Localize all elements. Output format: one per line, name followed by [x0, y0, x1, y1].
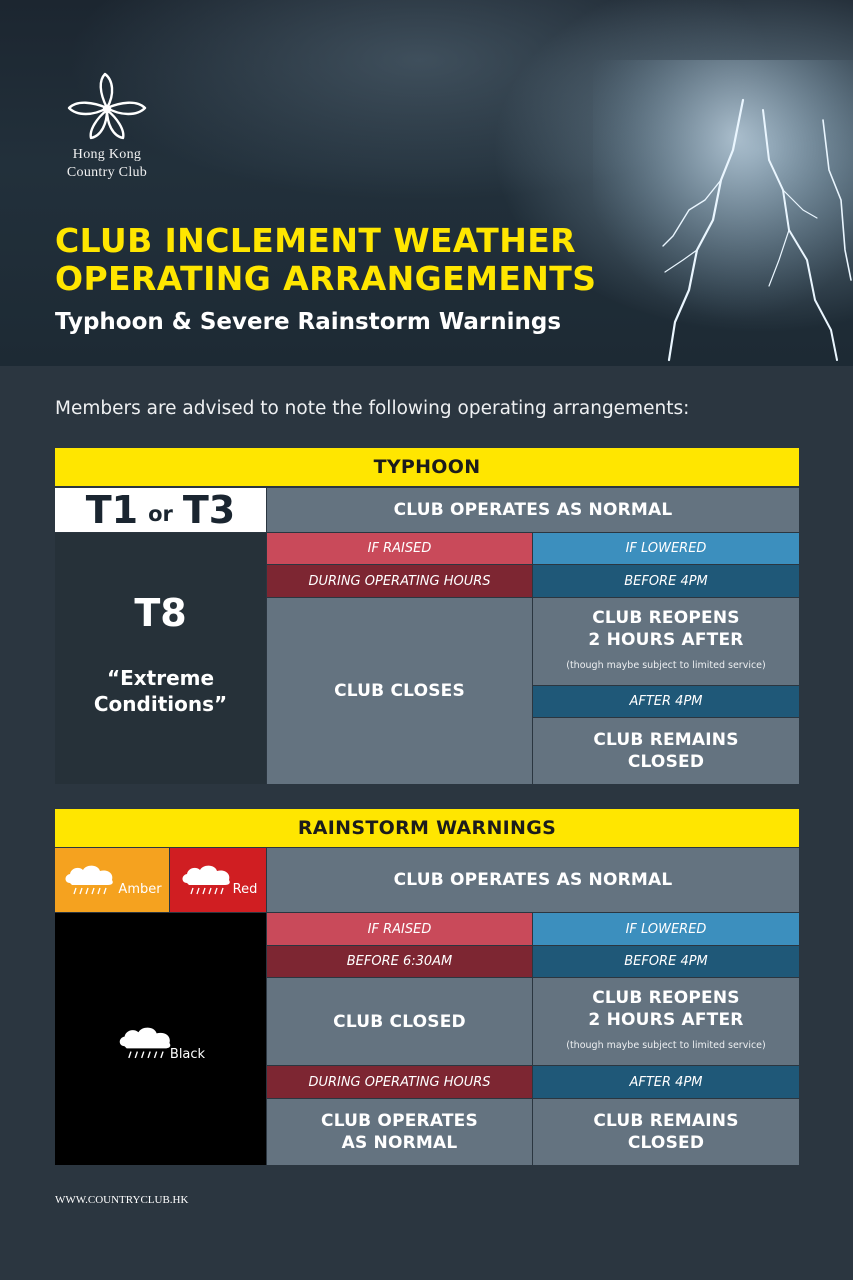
t8-label: [55, 533, 266, 784]
amber-red-status: CLUB OPERATES AS NORMAL: [267, 848, 799, 912]
t3-signal: T3: [182, 488, 236, 532]
red-label: Red: [232, 882, 258, 897]
t8-signal: T8: [134, 590, 187, 635]
t8-desc-line1: “Extreme: [106, 665, 215, 690]
rain-after-4pm: AFTER 4PM: [533, 1066, 799, 1098]
rain-reopens-line1: CLUB REOPENS: [592, 987, 740, 1008]
brand-name-line2: Country Club: [66, 165, 148, 180]
brand-name-line1: Hong Kong: [72, 147, 142, 162]
typhoon-during-hours: DURING OPERATING HOURS: [267, 565, 532, 597]
black-warning: [55, 913, 266, 1165]
typhoon-heading: TYPHOON: [55, 448, 799, 486]
or-label: or: [148, 502, 173, 526]
t1-signal: T1: [85, 488, 139, 532]
title-line2: OPERATING ARRANGEMENTS: [55, 259, 597, 298]
typhoon-after-4pm: AFTER 4PM: [533, 686, 799, 717]
t8-desc-line2: Conditions”: [93, 691, 228, 716]
rain-before-630am: BEFORE 6:30AM: [267, 946, 532, 977]
t8-description: [94, 665, 227, 717]
rain-if-lowered: IF LOWERED: [533, 913, 799, 945]
rain-club-operates-normal: [267, 1099, 532, 1165]
rain-reopens-note: (though maybe subject to limited service): [566, 1039, 766, 1051]
reopens-line2: 2 HOURS AFTER: [588, 629, 744, 650]
rain-if-raised: IF RAISED: [267, 913, 532, 945]
amber-warning: [55, 848, 169, 912]
title-line1: CLUB INCLEMENT WEATHER: [55, 221, 576, 260]
rain-club-reopens: [533, 978, 799, 1065]
t1-t3-label: [55, 488, 266, 532]
typhoon-club-reopens: [533, 598, 799, 685]
rain-reopens-line2: 2 HOURS AFTER: [588, 1009, 744, 1030]
typhoon-before-4pm: BEFORE 4PM: [533, 565, 799, 597]
operates-line1: CLUB OPERATES: [321, 1111, 478, 1131]
intro-text: Members are advised to note the following operating arrangements:: [55, 398, 690, 419]
reopens-line1: CLUB REOPENS: [592, 607, 740, 628]
amber-label: Amber: [118, 882, 162, 897]
rain-cloud-icon: [116, 1024, 178, 1062]
rain-club-closed: CLUB CLOSED: [267, 978, 532, 1065]
rain-before-4pm: BEFORE 4PM: [533, 946, 799, 977]
black-label: Black: [169, 1047, 206, 1062]
typhoon-if-raised: IF RAISED: [267, 533, 532, 564]
orchid-logo-icon: [59, 72, 155, 142]
rain-remains-line1: CLUB REMAINS: [593, 1111, 739, 1131]
typhoon-club-remains-closed: [533, 718, 799, 784]
club-logo: [52, 72, 162, 182]
remains-line1: CLUB REMAINS: [593, 730, 739, 750]
header-banner: [0, 0, 853, 366]
rain-cloud-icon: [179, 863, 237, 897]
operates-line2: AS NORMAL: [341, 1133, 458, 1153]
typhoon-if-lowered: IF LOWERED: [533, 533, 799, 564]
page-subtitle: Typhoon & Severe Rainstorm Warnings: [55, 309, 562, 335]
remains-line2: CLOSED: [627, 752, 705, 772]
rain-cloud-icon: [62, 863, 120, 897]
footer-url[interactable]: WWW.COUNTRYCLUB.HK: [55, 1194, 189, 1206]
typhoon-club-closes: CLUB CLOSES: [267, 598, 532, 784]
lightning-icon: [593, 60, 853, 366]
rain-remains-line2: CLOSED: [627, 1133, 705, 1153]
t1-t3-status: CLUB OPERATES AS NORMAL: [267, 488, 799, 532]
rain-during-hours: DURING OPERATING HOURS: [267, 1066, 532, 1098]
rainstorm-heading: RAINSTORM WARNINGS: [55, 809, 799, 847]
page-title: [55, 222, 596, 298]
red-warning: [170, 848, 266, 912]
rain-club-remains-closed: [533, 1099, 799, 1165]
reopens-note: (though maybe subject to limited service): [566, 659, 766, 671]
